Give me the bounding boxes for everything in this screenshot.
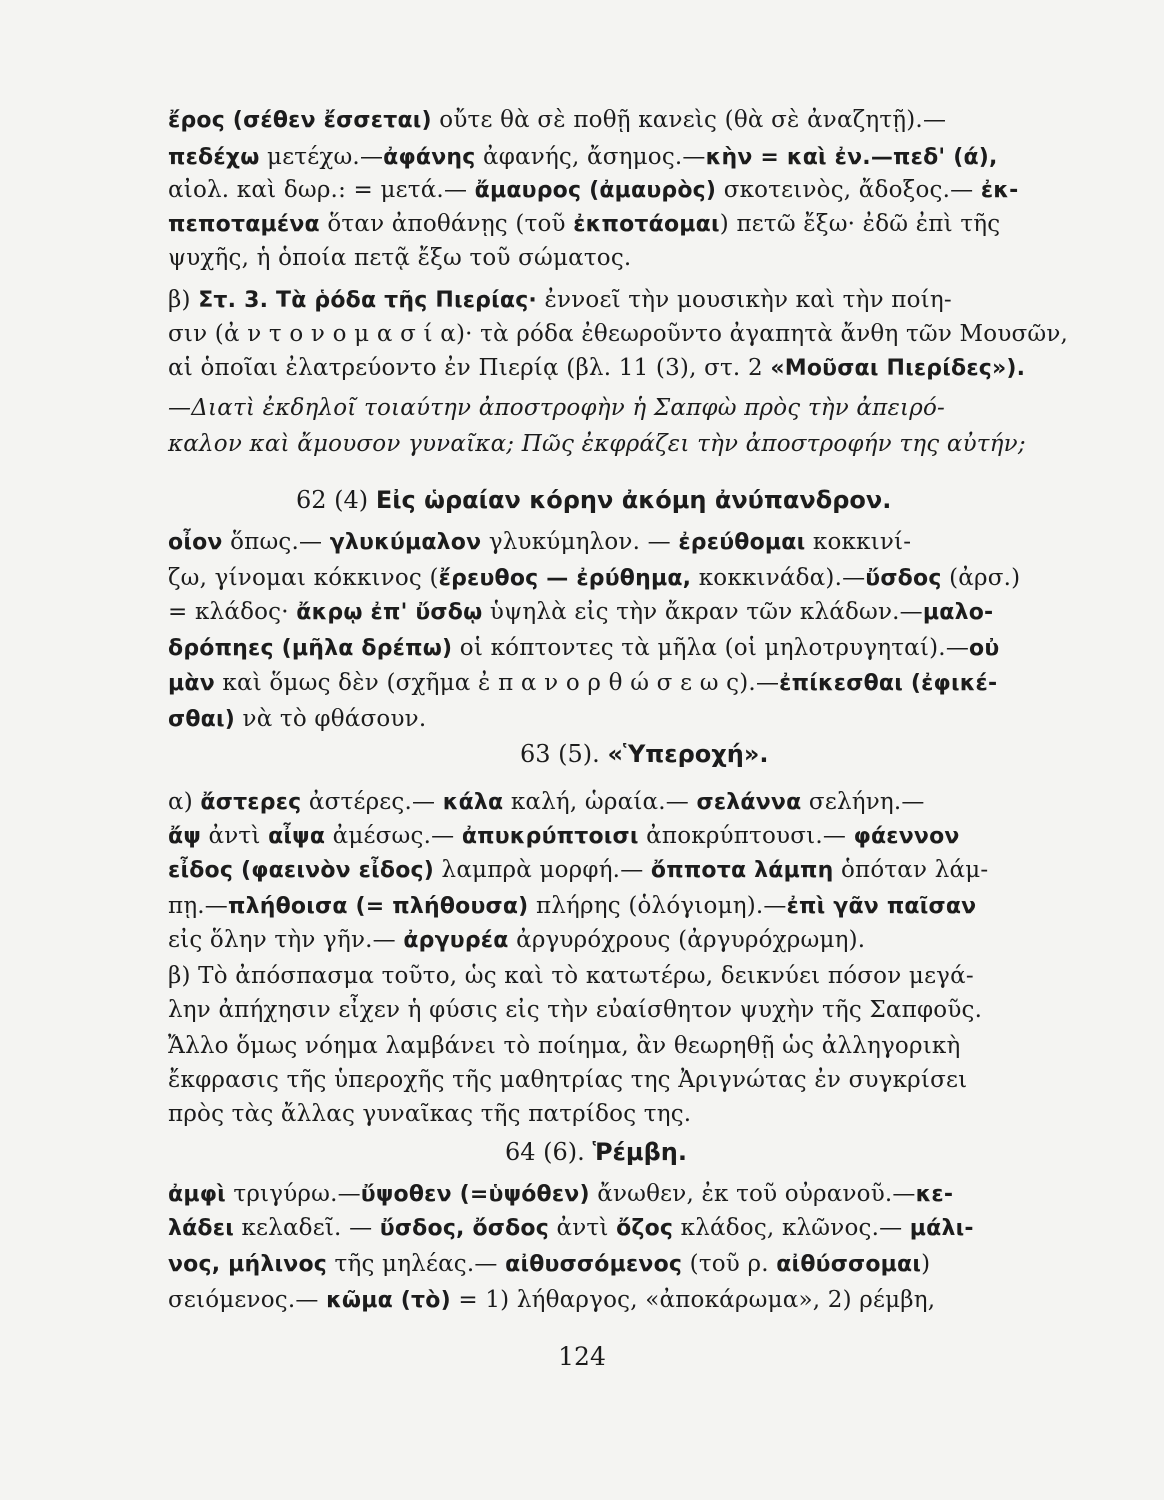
text-run: κοκκινάδα).— xyxy=(691,565,866,591)
text-line xyxy=(168,1284,1028,1317)
bold-term: κὴν = καὶ ἐν.—πεδ' (ά), xyxy=(705,145,998,170)
text-run: (ἀρσ.) xyxy=(941,565,1021,591)
text-line xyxy=(168,924,1028,957)
text-run: ἀφανής, ἄσημος.— xyxy=(475,144,706,170)
text-run: ἀστέρες.— xyxy=(301,789,443,815)
text-line xyxy=(168,667,1028,700)
text-line xyxy=(168,104,1028,137)
bold-term: πεδέχω xyxy=(168,145,260,170)
bold-term: δρόπηες (μῆλα δρέπω) xyxy=(168,636,453,661)
text-run: καὶ ὅμως δὲν (σχῆμα ἐ π α ν ο ρ θ ώ σ ε ω ς).— xyxy=(214,670,780,696)
text-line xyxy=(168,1098,1028,1130)
text-run: οὔτε θὰ σὲ ποθῇ κανεὶς (θὰ σὲ ἀναζητῇ).— xyxy=(431,107,947,133)
bold-term: πλήθοισα (= πλήθουσα) xyxy=(228,894,529,919)
bold-term: ὔσδος, ὄσδος xyxy=(379,1216,549,1241)
bold-term: ἄκρῳ ἐπ' ὔσδῳ xyxy=(296,600,483,625)
text-run: ψυχῆς, ἡ ὁποία πετᾷ ἔξω τοῦ σώματος. xyxy=(168,245,632,271)
text-run: λαμπρὰ μορφή.— xyxy=(434,857,651,883)
bold-term: γλυκύμαλον xyxy=(329,530,482,555)
text-line xyxy=(168,632,1028,665)
bold-term: ὄπποτα λάμπη xyxy=(650,858,834,883)
bold-term: ἐκ- xyxy=(980,178,1019,203)
bold-term: ἐκποτάομαι xyxy=(573,212,720,237)
text-line xyxy=(168,890,1028,923)
bold-term: ἀμφὶ xyxy=(168,1182,226,1207)
text-run: γλυκύμηλον. — xyxy=(481,529,679,555)
bold-term: αἰθύσσομαι xyxy=(776,1252,922,1277)
bold-term: ἀργυρέα xyxy=(403,928,509,953)
bold-term: Στ. 3. Τὰ ῥόδα τῆς Πιερίας· xyxy=(198,288,537,313)
text-run: πρὸς τὰς ἄλλας γυναῖκας τῆς πατρίδος της. xyxy=(168,1101,692,1127)
bold-term: αἰθυσσόμενος xyxy=(505,1252,683,1277)
bold-term: μὰν xyxy=(168,671,215,696)
text-run: ) πετῶ ἔξω· ἐδῶ ἐπὶ τῆς xyxy=(719,211,1001,237)
text-line xyxy=(168,242,1028,274)
bold-term: μάλι- xyxy=(909,1216,974,1241)
text-run: ἄνωθεν, ἐκ τοῦ οὐρανοῦ.— xyxy=(589,1181,916,1207)
text-run: β) Τὸ ἀπόσπασμα τοῦτο, ὡς καὶ τὸ κατωτέρω, δεικνύει πόσον μεγά- xyxy=(168,963,974,989)
text-run: Ἄλλο ὅμως νόημα λαμβάνει τὸ ποίημα, ἂν θεωρηθῇ ὡς ἀλληγορικὴ xyxy=(168,1033,961,1059)
text-run: = 1) λήθαργος, «ἀποκάρωμα», 2) ρέμβη, xyxy=(450,1287,936,1313)
bold-term: ὄζος xyxy=(616,1216,674,1241)
text-line xyxy=(168,820,1028,853)
bold-term: νος, μήλινος xyxy=(168,1252,328,1277)
bold-term: αἶψα xyxy=(268,824,326,849)
text-line xyxy=(168,786,1028,819)
text-line xyxy=(168,1178,1028,1211)
text-run: εἰς ὅλην τὴν γῆν.— xyxy=(168,927,404,953)
section-number: 62 (4) xyxy=(296,486,369,514)
text-line xyxy=(168,1064,1028,1096)
text-run: σιν (ἀ ν τ ο ν ο μ α σ ί α)· τὰ ρόδα ἐθεωροῦντο ἀγαπητὰ ἄνθη τῶν Μουσῶν, xyxy=(168,321,1069,347)
text-line xyxy=(168,428,1028,460)
section-heading-64 xyxy=(505,1136,687,1168)
text-line xyxy=(168,1248,1028,1281)
text-run: κλάδος, κλῶνος.— xyxy=(673,1215,910,1241)
text-line xyxy=(168,1030,1028,1062)
bold-term: οἶον xyxy=(168,530,223,555)
bold-term: ἐπίκεσθαι (ἐφικέ- xyxy=(779,671,998,696)
text-run: —Διατὶ ἐκδηλοῖ τοιαύτην ἀποστροφὴν ἡ Σαπφὼ πρὸς τὴν ἀπειρό- xyxy=(168,395,945,421)
text-run: (τοῦ ρ. xyxy=(682,1251,777,1277)
bold-term: λάδει xyxy=(168,1216,234,1241)
text-line xyxy=(168,174,1028,207)
text-run: ἀποκρύπτουσι.— xyxy=(638,823,854,849)
text-run: πῃ.— xyxy=(168,893,229,919)
bold-term: ἔρευθος — ἐρύθημα, xyxy=(438,566,692,591)
bold-term: ὔσδος xyxy=(865,566,942,591)
bold-term: ἄψ xyxy=(168,824,201,849)
text-line xyxy=(168,352,1028,385)
text-run: νὰ τὸ φθάσουν. xyxy=(235,706,427,732)
text-run: ) xyxy=(921,1251,931,1277)
text-run: ὅπως.— xyxy=(222,529,330,555)
text-run: σειόμενος.— xyxy=(168,1287,327,1313)
text-run: αἱ ὁποῖαι ἐλατρεύοντο ἐν Πιερίᾳ (βλ. 11 (3), στ. 2 xyxy=(168,355,771,381)
text-run: καλή, ὡραία.— xyxy=(503,789,697,815)
text-run: α) xyxy=(168,789,201,815)
bold-term: ἀπυκρύπτοισι xyxy=(461,824,639,849)
text-run: = κλάδος· xyxy=(168,599,297,625)
text-run: ζω, γίνομαι κόκκινος ( xyxy=(168,565,439,591)
text-run: κοκκινί- xyxy=(805,529,912,555)
text-run: τριγύρω.— xyxy=(225,1181,361,1207)
text-line xyxy=(168,318,1069,350)
bold-term: σθαι) xyxy=(168,707,235,732)
text-line xyxy=(168,596,1028,629)
bold-term: κῶμα (τὸ) xyxy=(326,1288,451,1313)
text-line xyxy=(168,141,1028,174)
text-run: αἰολ. καὶ δωρ.: = μετά.— xyxy=(168,177,475,203)
text-run: ἐννοεῖ τὴν μουσικὴν καὶ τὴν ποίη- xyxy=(537,287,952,313)
section-heading-63 xyxy=(520,738,768,770)
text-run: ὅταν ἀποθάνῃς (τοῦ xyxy=(319,211,574,237)
text-line xyxy=(168,562,1028,595)
bold-term: ὔψοθεν (=ὑψόθεν) xyxy=(360,1182,590,1207)
text-line xyxy=(168,526,1028,559)
text-run: καλον καὶ ἄμουσον γυναῖκα; Πῶς ἐκφράζει τὴν ἀποστροφήν της αὐτήν; xyxy=(168,431,1026,457)
bold-term: ἔρος (σέθεν ἔσσεται) xyxy=(168,108,432,133)
text-line xyxy=(168,854,1028,887)
text-line xyxy=(168,392,1028,424)
section-number: 64 (6). xyxy=(505,1138,585,1166)
bold-term: «Μοῦσαι Πιερίδες»). xyxy=(770,356,1026,381)
bold-term: σελάννα xyxy=(696,790,802,815)
text-run: β) xyxy=(168,287,199,313)
text-run: πλήρης (ὁλόγιομη).— xyxy=(528,893,787,919)
bold-term: ἐρεύθομαι xyxy=(678,530,806,555)
section-number: 63 (5). xyxy=(520,740,600,768)
bold-term: ἄμαυρος (ἀμαυρὸς) xyxy=(474,178,717,203)
section-title: Εἰς ὡραίαν κόρην ἀκόμη ἀνύπανδρον. xyxy=(375,486,892,514)
section-title: «Ὑπεροχή». xyxy=(607,740,769,768)
bold-term: μαλο- xyxy=(922,600,994,625)
text-line xyxy=(168,1212,1028,1245)
bold-term: φάεννον xyxy=(853,824,960,849)
text-run: μετέχω.— xyxy=(259,144,384,170)
text-line xyxy=(168,284,1028,317)
text-run: τῆς μηλέας.— xyxy=(327,1251,506,1277)
section-title: Ῥέμβη. xyxy=(592,1138,687,1166)
text-run: ἔκφρασις τῆς ὑπεροχῆς τῆς μαθητρίας της Ἀριγνώτας ἐν συγκρίσει xyxy=(168,1067,968,1093)
text-run: οἱ κόπτοντες τὰ μῆλα (οἱ μηλοτρυγηταί).— xyxy=(452,635,970,661)
section-heading-62 xyxy=(296,484,891,516)
text-run: ἀντὶ xyxy=(549,1215,617,1241)
page-number: 124 xyxy=(558,1342,606,1371)
text-run: λην ἀπήχησιν εἶχεν ἡ φύσις εἰς τὴν εὐαίσθητον ψυχὴν τῆς Σαπφοῦς. xyxy=(168,997,983,1023)
text-line xyxy=(168,994,1028,1026)
bold-term: πεποταμένα xyxy=(168,212,320,237)
bold-term: ἐπὶ γᾶν παῖσαν xyxy=(786,894,977,919)
text-run: ἀργυρόχρους (ἀργυρόχρωμη). xyxy=(508,927,866,953)
text-run: σελήνη.— xyxy=(801,789,925,815)
text-run: σκοτεινὸς, ἄδοξος.— xyxy=(716,177,981,203)
text-line xyxy=(168,960,1028,992)
bold-term: ἄστερες xyxy=(200,790,302,815)
bold-term: ἀφάνης xyxy=(383,145,476,170)
text-line xyxy=(168,208,1028,241)
text-run: ὑψηλὰ εἰς τὴν ἄκραν τῶν κλάδων.— xyxy=(482,599,923,625)
bold-term: εἶδος (φαεινὸν εἶδος) xyxy=(168,858,435,883)
text-run: κελαδεῖ. — xyxy=(233,1215,380,1241)
bold-term: οὐ xyxy=(969,636,1000,661)
text-run: ὁπόταν λάμ- xyxy=(833,857,989,883)
text-run: ἀμέσως.— xyxy=(325,823,462,849)
bold-term: κάλα xyxy=(442,790,504,815)
text-run: ἀντὶ xyxy=(200,823,269,849)
bold-term: κε- xyxy=(915,1182,954,1207)
text-line xyxy=(168,703,1028,736)
